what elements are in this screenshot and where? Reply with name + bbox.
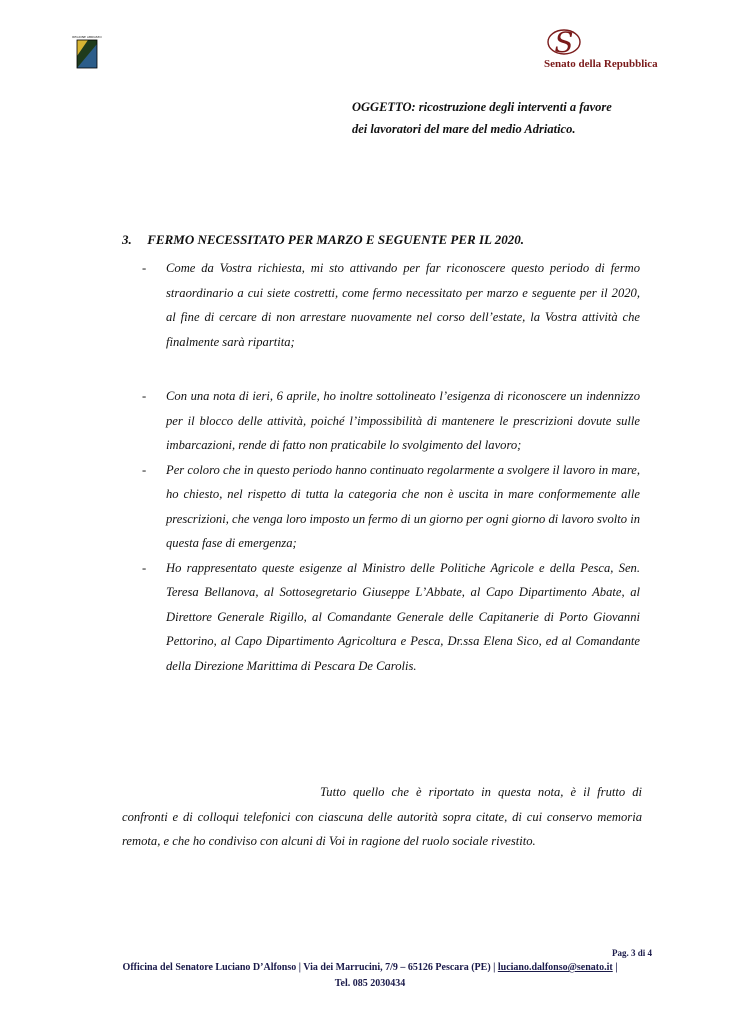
closing-paragraph bbox=[122, 780, 642, 854]
senato-emblem-letter: S bbox=[554, 26, 574, 59]
list-item-text: Con una nota di ieri, 6 aprile, ho inoltre sottolineato l’esigenza di riconoscere un indennizzo per il blocco delle attività, poiché l’impossibilità di mantenere le prescrizioni dovute sulle imbarcazioni, rende di fatto non praticabile lo svolgimento del lavoro; bbox=[166, 389, 640, 452]
subject-line-2: dei lavoratori del mare del medio Adriatico. bbox=[352, 122, 576, 136]
list-item-text: Per coloro che in questo periodo hanno continuato regolarmente a svolgere il lavoro in mare, ho chiesto, nel rispetto di tutta la categoria che non è uscita in mare conformemente alle prescrizioni, che venga loro imposto un fermo di un giorno per ogni giorno di lavoro svolto in questa fase di emergenza; bbox=[166, 462, 640, 550]
list-item bbox=[142, 256, 640, 354]
section-heading bbox=[122, 232, 642, 248]
list-item bbox=[142, 384, 640, 458]
logo-left-text: REGIONE ABRUZZO bbox=[72, 35, 102, 39]
bullet-marker: - bbox=[142, 462, 147, 477]
footer bbox=[100, 960, 640, 992]
section-number: 3. bbox=[122, 232, 132, 247]
footer-phone: Tel. 085 2030434 bbox=[334, 978, 406, 989]
footer-office: Officina del Senatore Luciano D’Alfonso | Via dei Marrucini, 7/9 – 65126 Pescara (PE) | bbox=[122, 962, 496, 973]
bullet-marker: - bbox=[142, 560, 147, 575]
bullet-marker: - bbox=[142, 389, 147, 403]
footer-separator: | bbox=[612, 962, 618, 973]
section-title: FERMO NECESSITATO PER MARZO E SEGUENTE PER IL 2020. bbox=[147, 232, 524, 247]
subject-line-1: OGGETTO: ricostruzione degli interventi a favore bbox=[352, 100, 612, 114]
list-item bbox=[142, 458, 640, 556]
footer-email-link[interactable]: luciano.dalfonso@senato.it bbox=[497, 962, 613, 973]
page-number: Pag. 3 di 4 bbox=[612, 948, 653, 958]
footer-address-line bbox=[100, 960, 640, 976]
list-item-text: Ho rappresentato queste esigenze al Ministro delle Politiche Agricole e della Pesca, Sen. Teresa Bellanova, al Sottosegretario Giuseppe L’Abbate, al Capo Dipartimento Abate, al Direttore Generale Rigillo, al Comandante Generale delle Capitanerie di Porto Giovanni Pettorino, al Capo Dipartimento Agricoltura e Pesca, Dr.ssa Elena Sico, ed al Comandante della Direzione Marittima di Pescara De Carolis. bbox=[166, 560, 640, 673]
regione-abruzzo-logo bbox=[72, 34, 102, 70]
list-item-text: Come da Vostra richiesta, mi sto attivando per far riconoscere questo periodo di fermo straordinario a cui siete costretti, come fermo necessitato per marzo e seguente per il 2020, al fine di cercare di non arrestare nuovamente nel corso dell’estate, la Vostra attività che finalmente sarà ripartita; bbox=[166, 261, 640, 349]
subject-block bbox=[352, 96, 672, 140]
bullet-list bbox=[142, 256, 640, 678]
senate-name: Senato della Repubblica bbox=[544, 58, 658, 70]
closing-text: Tutto quello che è riportato in questa nota, è il frutto di confronti e di colloqui telefonici con ciascuna delle autorità sopra citate, di cui conservo memoria remota, e che ho condiviso con alcuni di Voi in ragione del ruolo sociale rivestito. bbox=[122, 785, 642, 848]
list-item bbox=[142, 556, 640, 679]
bullet-marker: - bbox=[142, 261, 147, 275]
